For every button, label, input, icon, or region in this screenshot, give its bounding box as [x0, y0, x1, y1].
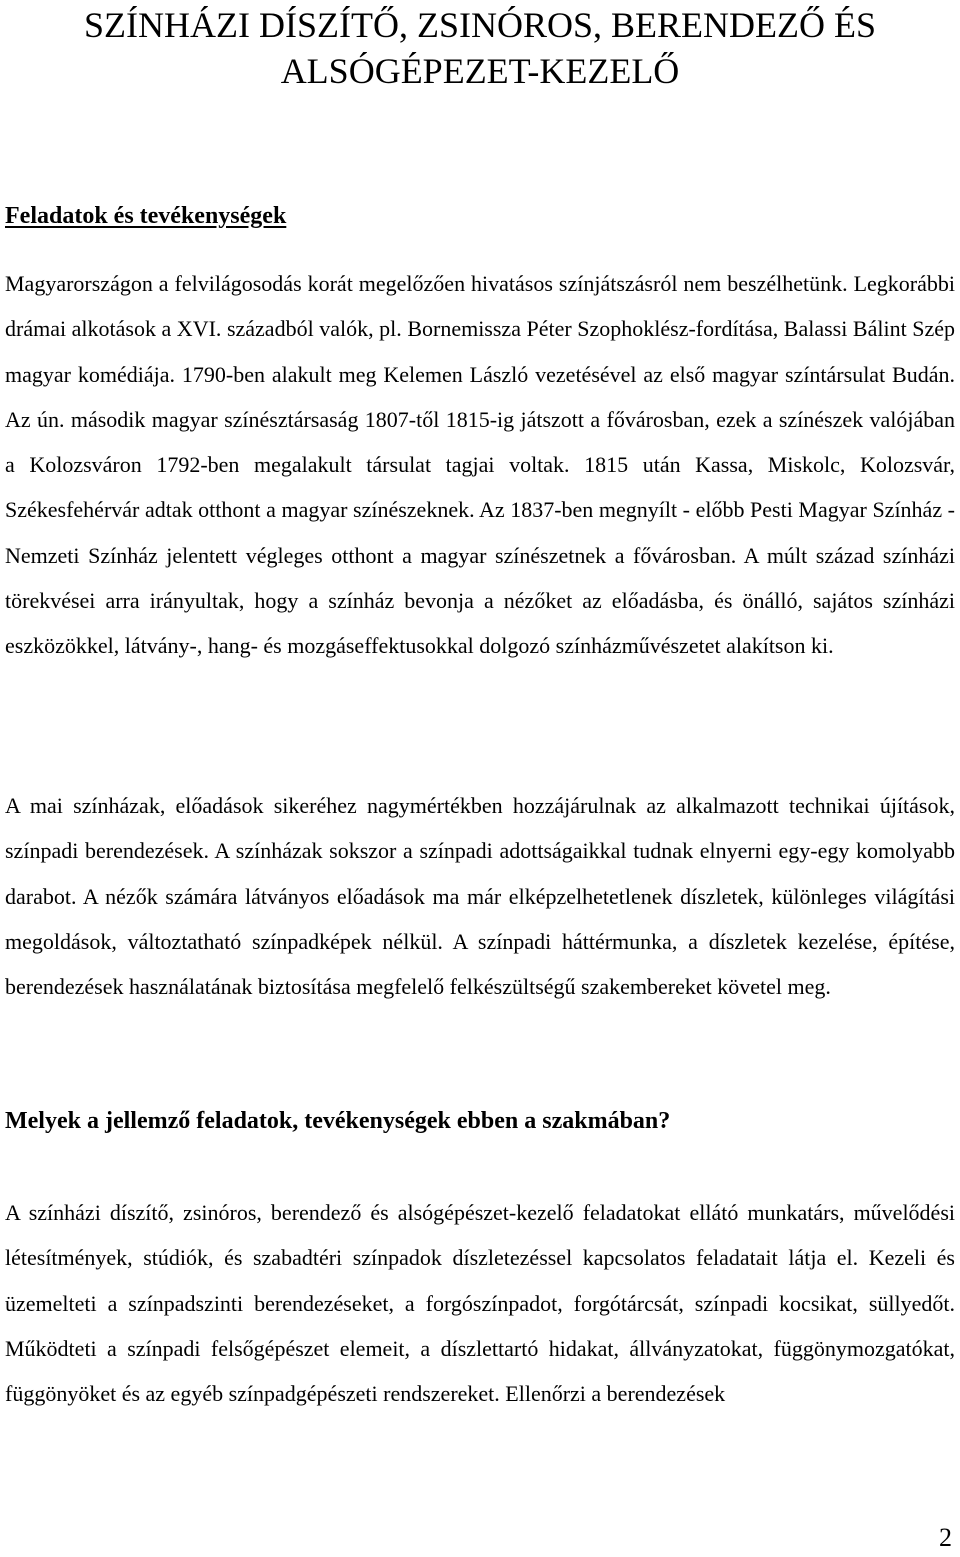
page-number: 2 [939, 1523, 952, 1552]
paragraph-tasks: A színházi díszítő, zsinóros, berendező és alsógépészet-kezelő feladatokat ellátó munkatárs, művelődési létesítmények, stúdiók, és szabadtéri színpadok díszletezéssel kapcsolatos feladatait látja el. Kezeli és üzemelteti a színpadszinti berendezéseket, a forgószínpadot, forgótárcsát, színpadi kocsikat, süllyedőt. Működteti a színpadi felsőgépészet elemeit, a díszlettartó hidakat, állványzatokat, függönymozgatókat, függönyöket és az egyéb színpadgépészeti rendszereket. Ellenőrzi a berendezések [5, 1200, 955, 1407]
document-title [0, 2, 960, 94]
paragraph-history: Magyarországon a felvilágosodás korát megelőzően hivatásos színjátszásról nem beszélhetünk. Legkorábbi drámai alkotások a XVI. századból valók, pl. Bornemissza Péter Szophoklész-fordítása, Balassi Bálint Szép magyar komédiája. 1790-ben alakult meg Kelemen László vezetésével az első magyar színtársulat Budán. Az ún. második magyar színésztársaság 1807-től 1815-ig játszott a fővárosban, ezek a színészek valójában a Kolozsváron 1792-ben megalakult társulat tagjai voltak. 1815 után Kassa, Miskolc, Kolozsvár, Székesfehérvár adtak otthont a magyar színészeknek. Az 1837-ben megnyílt - előbb Pesti Magyar Színház - Nemzeti Színház jelentett végleges otthont a magyar színészetnek a fővárosban. A múlt század színházi törekvései arra irányultak, hogy a színház bevonja a nézőket az előadásba, és önálló, sajátos színházi eszközökkel, látvány-, hang- és mozgáseffektusokkal dolgozó színházművészetet alakítson ki. [5, 271, 955, 659]
section-heading-question: Melyek a jellemző feladatok, tevékenységek ebben a szakmában? [5, 1108, 671, 1134]
paragraph-modern-theatre: A mai színházak, előadások sikeréhez nagymértékben hozzájárulnak az alkalmazott technikai újítások, színpadi berendezések. A színházak sokszor a színpadi adottságaikkal tudnak elnyerni egy-egy komolyabb darabot. A nézők számára látványos előadások ma már elképzelhetetlenek díszletek, különleges világítási megoldások, változtatható színpadképek nélkül. A színpadi háttérmunka, a díszletek kezelése, építése, berendezések használatának biztosítása megfelelő felkészültségű szakembereket követel meg. [5, 793, 955, 1000]
title-line-1: SZÍNHÁZI DÍSZÍTŐ, ZSINÓROS, BERENDEZŐ ÉS [84, 5, 876, 45]
title-line-2: ALSÓGÉPEZET-KEZELŐ [280, 51, 680, 91]
section-heading-tasks: Feladatok és tevékenységek [5, 203, 287, 229]
